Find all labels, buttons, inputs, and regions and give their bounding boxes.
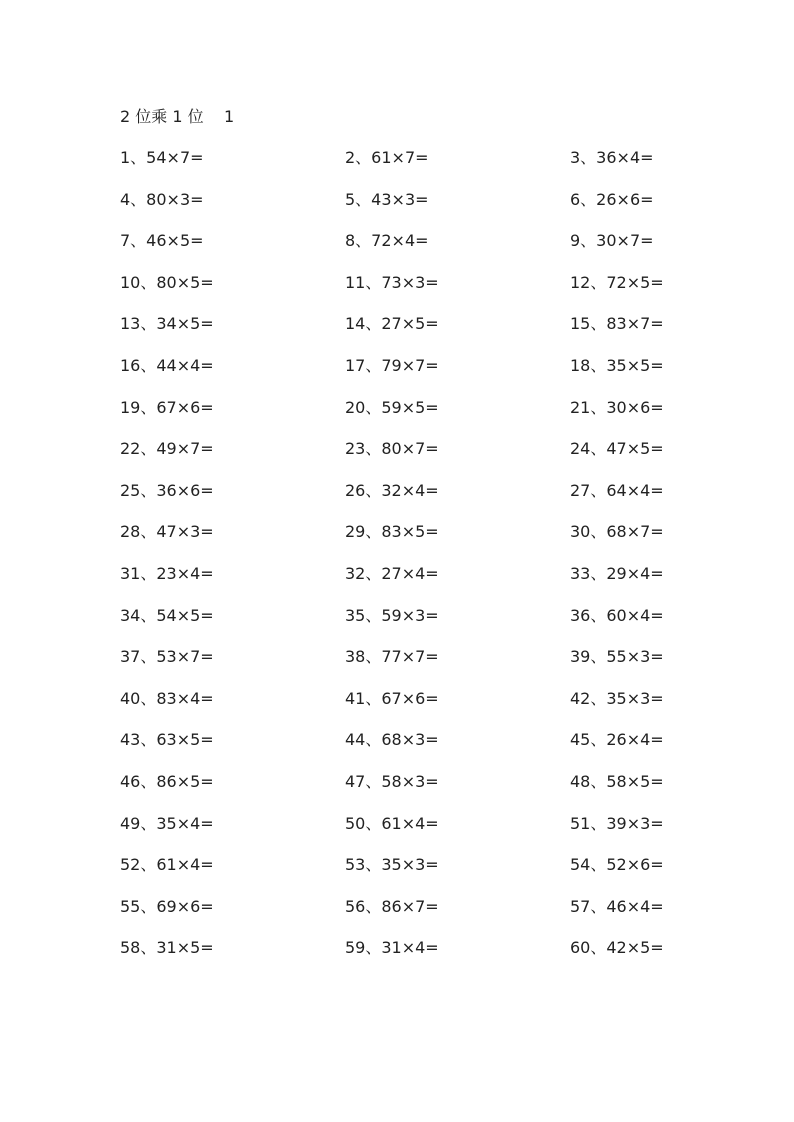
problem-item: 28、47×3=: [120, 522, 214, 542]
problem-item: 45、26×4=: [570, 730, 664, 750]
problem-item: 8、72×4=: [345, 231, 429, 251]
problem-item: 57、46×4=: [570, 896, 664, 916]
problem-item: 56、86×7=: [345, 896, 439, 916]
problem-item: 9、30×7=: [570, 231, 654, 251]
problem-item: 36、60×4=: [570, 605, 664, 625]
problem-item: 19、67×6=: [120, 397, 214, 417]
worksheet-title: 2 位乘 1 位 1: [120, 107, 235, 126]
problem-item: 7、46×5=: [120, 231, 204, 251]
problem-item: 18、35×5=: [570, 355, 664, 375]
problem-item: 48、58×5=: [570, 771, 664, 791]
problem-grid: [120, 146, 740, 978]
problem-item: 23、80×7=: [345, 439, 439, 459]
problem-item: 22、49×7=: [120, 439, 214, 459]
problem-item: 21、30×6=: [570, 397, 664, 417]
problem-item: 10、80×5=: [120, 272, 214, 292]
problem-item: 37、53×7=: [120, 647, 214, 667]
problem-item: 33、29×4=: [570, 563, 664, 583]
problem-item: 51、39×3=: [570, 813, 664, 833]
problem-item: 49、35×4=: [120, 813, 214, 833]
problem-item: 4、80×3=: [120, 189, 204, 209]
problem-item: 31、23×4=: [120, 563, 214, 583]
problem-item: 1、54×7=: [120, 148, 204, 167]
problem-item: 50、61×4=: [345, 813, 439, 833]
problem-item: 47、58×3=: [345, 771, 439, 791]
problem-item: 26、32×4=: [345, 480, 439, 500]
problem-item: 16、44×4=: [120, 355, 214, 375]
problem-item: 55、69×6=: [120, 896, 214, 916]
problem-item: 27、64×4=: [570, 480, 664, 500]
problem-item: 60、42×5=: [570, 938, 664, 958]
problem-item: 35、59×3=: [345, 605, 439, 625]
problem-item: 14、27×5=: [345, 314, 439, 334]
problem-item: 32、27×4=: [345, 563, 439, 583]
problem-item: 53、35×3=: [345, 855, 439, 875]
problem-item: 39、55×3=: [570, 647, 664, 667]
problem-item: 34、54×5=: [120, 605, 214, 625]
problem-item: 2、61×7=: [345, 148, 429, 167]
problem-item: 40、83×4=: [120, 688, 214, 708]
problem-item: 52、61×4=: [120, 855, 214, 875]
problem-item: 42、35×3=: [570, 688, 664, 708]
problem-item: 54、52×6=: [570, 855, 664, 875]
problem-item: 59、31×4=: [345, 938, 439, 958]
problem-item: 58、31×5=: [120, 938, 214, 958]
problem-item: 13、34×5=: [120, 314, 214, 334]
problem-item: 12、72×5=: [570, 272, 664, 292]
problem-item: 29、83×5=: [345, 522, 439, 542]
problem-item: 43、63×5=: [120, 730, 214, 750]
problem-item: 15、83×7=: [570, 314, 664, 334]
problem-item: 17、79×7=: [345, 355, 439, 375]
problem-item: 41、67×6=: [345, 688, 439, 708]
problem-item: 38、77×7=: [345, 647, 439, 667]
problem-item: 25、36×6=: [120, 480, 214, 500]
problem-item: 11、73×3=: [345, 272, 439, 292]
problem-item: 24、47×5=: [570, 439, 664, 459]
problem-item: 30、68×7=: [570, 522, 664, 542]
problem-item: 5、43×3=: [345, 189, 429, 209]
problem-item: 3、36×4=: [570, 148, 654, 167]
problem-item: 46、86×5=: [120, 771, 214, 791]
problem-item: 20、59×5=: [345, 397, 439, 417]
problem-item: 44、68×3=: [345, 730, 439, 750]
problem-item: 6、26×6=: [570, 189, 654, 209]
